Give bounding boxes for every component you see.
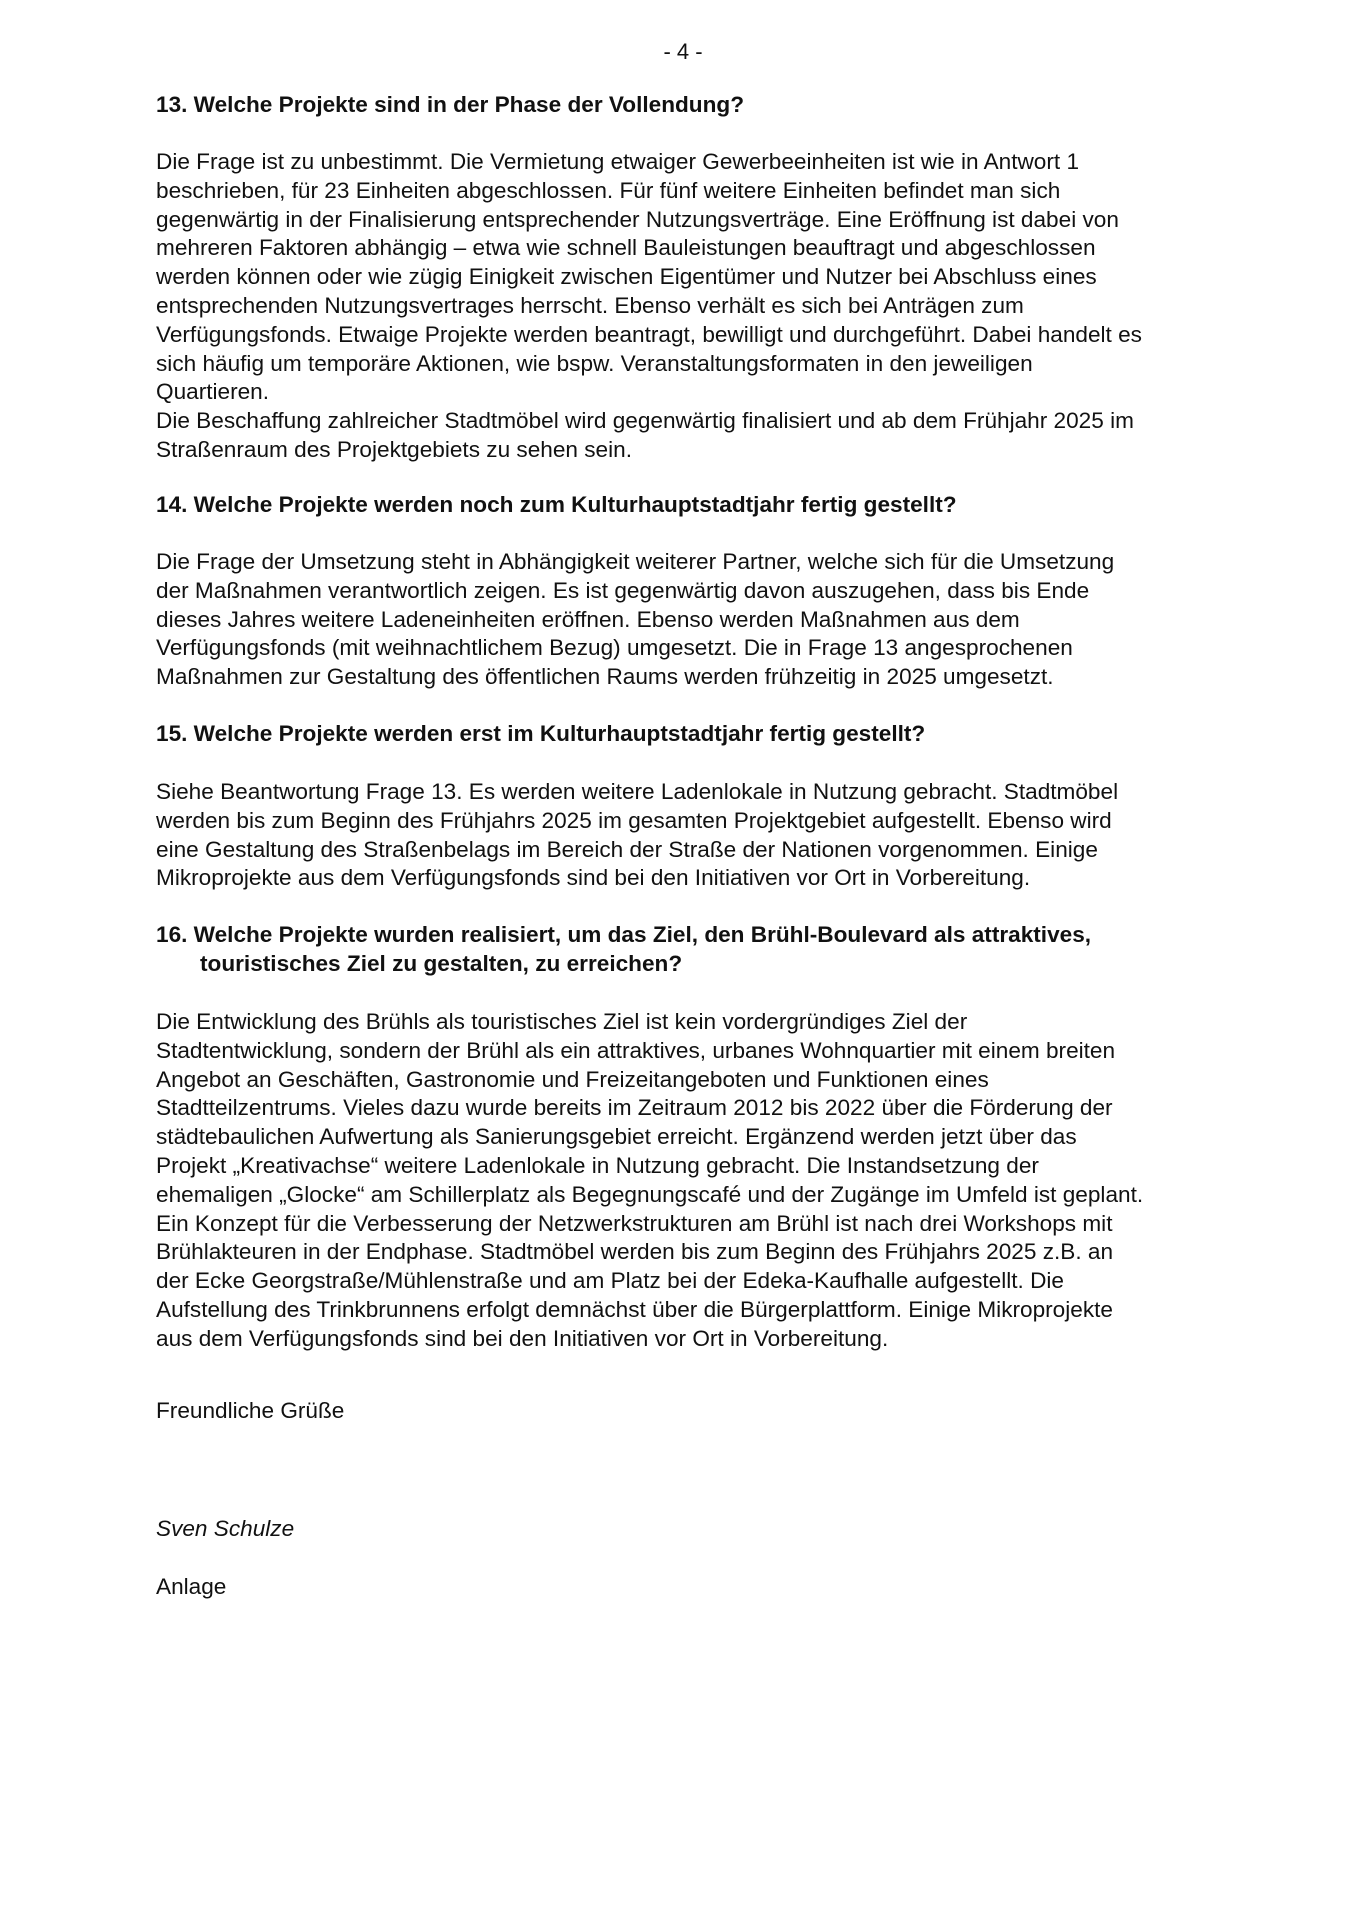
answer-13-body — [156, 148, 1276, 465]
body-line: städtebaulichen Aufwertung als Sanierungsgebiet erreicht. Ergänzend werden jetzt über das — [156, 1124, 1077, 1150]
body-line: Mikroprojekte aus dem Verfügungsfonds sind bei den Initiativen vor Ort in Vorbereitung. — [156, 865, 1031, 891]
signature — [156, 1515, 1276, 1544]
heading-line: 13. Welche Projekte sind in der Phase der Vollendung? — [156, 92, 745, 117]
body-line: Projekt „Kreativachse“ weitere Ladenlokale in Nutzung gebracht. Die Instandsetzung der — [156, 1152, 1039, 1178]
answer-14-body — [156, 548, 1276, 692]
body-line: Die Entwicklung des Brühls als touristisches Ziel ist kein vordergründiges Ziel der — [156, 1009, 968, 1034]
body-line: Angebot an Geschäften, Gastronomie und Freizeitangeboten und Funktionen eines — [156, 1066, 989, 1092]
body-line: Brühlakteuren in der Endphase. Stadtmöbel werden bis zum Beginn des Frühjahrs 2025 z.B. an — [156, 1239, 1114, 1265]
body-line: eine Gestaltung des Straßenbelags im Bereich der Straße der Nationen vorgenommen. Einige — [156, 836, 1098, 862]
body-line: Verfügungsfonds. Etwaige Projekte werden beantragt, bewilligt und durchgeführt. Dabei handelt es — [156, 321, 1142, 347]
body-line: werden bis zum Beginn des Frühjahrs 2025 im gesamten Projektgebiet aufgestellt. Ebenso wird — [156, 807, 1112, 833]
attachment-label — [156, 1573, 1276, 1602]
body-line: Straßenraum des Projektgebiets zu sehen sein. — [156, 436, 632, 462]
body-line: der Maßnahmen verantwortlich zeigen. Es ist gegenwärtig davon auszugehen, dass bis Ende — [156, 577, 1090, 603]
attachment-text: Anlage — [156, 1574, 227, 1599]
body-line: ehemaligen „Glocke“ am Schillerplatz als Begegnungscafé und der Zugänge im Umfeld ist geplant. — [156, 1181, 1144, 1207]
body-line: gegenwärtig in der Finalisierung entsprechender Nutzungsverträge. Eine Eröffnung ist dabei von — [156, 206, 1119, 232]
body-line: entsprechenden Nutzungsvertrages herrscht. Ebenso verhält es sich bei Anträgen zum — [156, 292, 1024, 318]
body-line: werden können oder wie zügig Einigkeit zwischen Eigentümer und Nutzer bei Abschluss eines — [156, 264, 1097, 290]
body-line: Stadtteilzentrums. Vieles dazu wurde bereits im Zeitraum 2012 bis 2022 über die Förderung der — [156, 1095, 1113, 1121]
body-line: Quartieren. — [156, 379, 270, 405]
closing-greeting — [156, 1397, 1276, 1426]
body-line: Ein Konzept für die Verbesserung der Netzwerkstrukturen am Brühl ist nach drei Workshops mit — [156, 1210, 1113, 1236]
body-line: dieses Jahres weitere Ladeneinheiten eröffnen. Ebenso werden Maßnahmen aus dem — [156, 606, 1020, 632]
body-line: aus dem Verfügungsfonds sind bei den Initiativen vor Ort in Vorbereitung. — [156, 1325, 889, 1351]
question-15-heading — [156, 720, 1276, 749]
page-number: - 4 - — [663, 39, 703, 64]
body-line: Maßnahmen zur Gestaltung des öffentlichen Raums werden frühzeitig in 2025 umgesetzt. — [156, 664, 1054, 690]
answer-16-body — [156, 1008, 1276, 1354]
answer-15-body — [156, 778, 1276, 893]
question-16-heading — [156, 921, 1276, 979]
greeting-text: Freundliche Grüße — [156, 1398, 345, 1423]
question-14-heading — [156, 491, 1276, 520]
heading-line: touristisches Ziel zu gestalten, zu erreichen? — [200, 950, 683, 976]
body-line: Stadtentwicklung, sondern der Brühl als ein attraktives, urbanes Wohnquartier mit einem breiten — [156, 1037, 1116, 1063]
heading-line: 16. Welche Projekte wurden realisiert, um das Ziel, den Brühl-Boulevard als attraktives, — [156, 922, 1092, 947]
body-line: Verfügungsfonds (mit weihnachtlichem Bezug) umgesetzt. Die in Frage 13 angesprochenen — [156, 635, 1073, 661]
heading-line: 14. Welche Projekte werden noch zum Kulturhauptstadtjahr fertig gestellt? — [156, 492, 957, 517]
signature-name: Sven Schulze — [156, 1516, 295, 1541]
body-line: der Ecke Georgstraße/Mühlenstraße und am Platz bei der Edeka-Kaufhalle aufgestellt. Die — [156, 1268, 1064, 1294]
body-line: Die Frage ist zu unbestimmt. Die Vermietung etwaiger Gewerbeeinheiten ist wie in Antwort 1 — [156, 149, 1080, 174]
body-line: mehreren Faktoren abhängig – etwa wie schnell Bauleistungen beauftragt und abgeschlossen — [156, 235, 1096, 261]
body-line: Die Beschaffung zahlreicher Stadtmöbel wird gegenwärtig finalisiert und ab dem Frühjahr 2025 im — [156, 408, 1134, 434]
body-line: Die Frage der Umsetzung steht in Abhängigkeit weiterer Partner, welche sich für die Umsetzung — [156, 549, 1115, 574]
question-13-heading — [156, 91, 1276, 120]
body-line: sich häufig um temporäre Aktionen, wie bspw. Veranstaltungsformaten in den jeweiligen — [156, 350, 1033, 376]
body-line: beschrieben, für 23 Einheiten abgeschlossen. Für fünf weitere Einheiten befindet man sich — [156, 177, 1061, 203]
heading-line: 15. Welche Projekte werden erst im Kulturhauptstadtjahr fertig gestellt? — [156, 721, 926, 746]
body-line: Aufstellung des Trinkbrunnens erfolgt demnächst über die Bürgerplattform. Einige Mikroprojekte — [156, 1296, 1113, 1322]
body-line: Siehe Beantwortung Frage 13. Es werden weitere Ladenlokale in Nutzung gebracht. Stadtmöbel — [156, 779, 1119, 804]
